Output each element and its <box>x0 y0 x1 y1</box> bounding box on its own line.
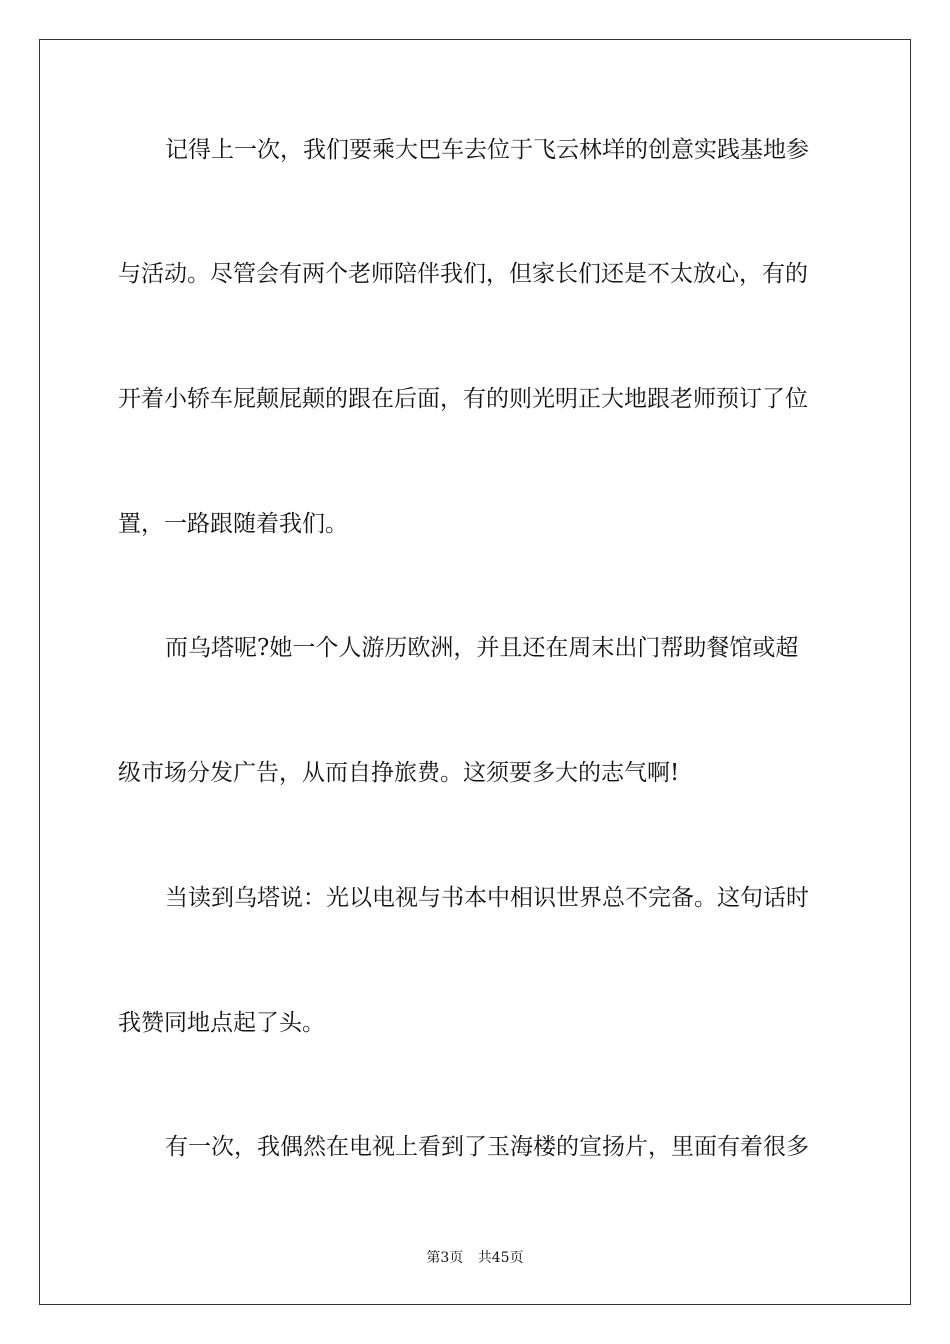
page-border <box>39 39 911 1305</box>
paragraph-line: 当读到乌塔说：光以电视与书本中相识世界总不完备。这句话时 <box>165 885 809 911</box>
paragraph-line: 而乌塔呢?她一个人游历欧洲，并且还在周末出门帮助餐馆或超 <box>165 635 799 661</box>
page-footer <box>0 1247 950 1267</box>
page-number-total: 共45页 <box>477 1250 524 1266</box>
page-number-current: 第3页 <box>426 1250 464 1266</box>
paragraph-line: 记得上一次，我们要乘大巴车去位于飞云林垟的创意实践基地参 <box>165 137 809 163</box>
paragraph-line: 我赞同地点起了头。 <box>118 1010 325 1036</box>
paragraph-line: 与活动。尽管会有两个老师陪伴我们，但家长们还是不太放心，有的 <box>118 261 808 287</box>
paragraph-line: 开着小轿车屁颠屁颠的跟在后面，有的则光明正大地跟老师预订了位 <box>118 386 808 412</box>
paragraph-line: 级市场分发广告，从而自挣旅费。这须要多大的志气啊! <box>118 760 680 786</box>
paragraph-line: 置，一路跟随着我们。 <box>118 511 348 537</box>
paragraph-line: 有一次，我偶然在电视上看到了玉海楼的宣扬片，里面有着很多 <box>165 1134 809 1160</box>
